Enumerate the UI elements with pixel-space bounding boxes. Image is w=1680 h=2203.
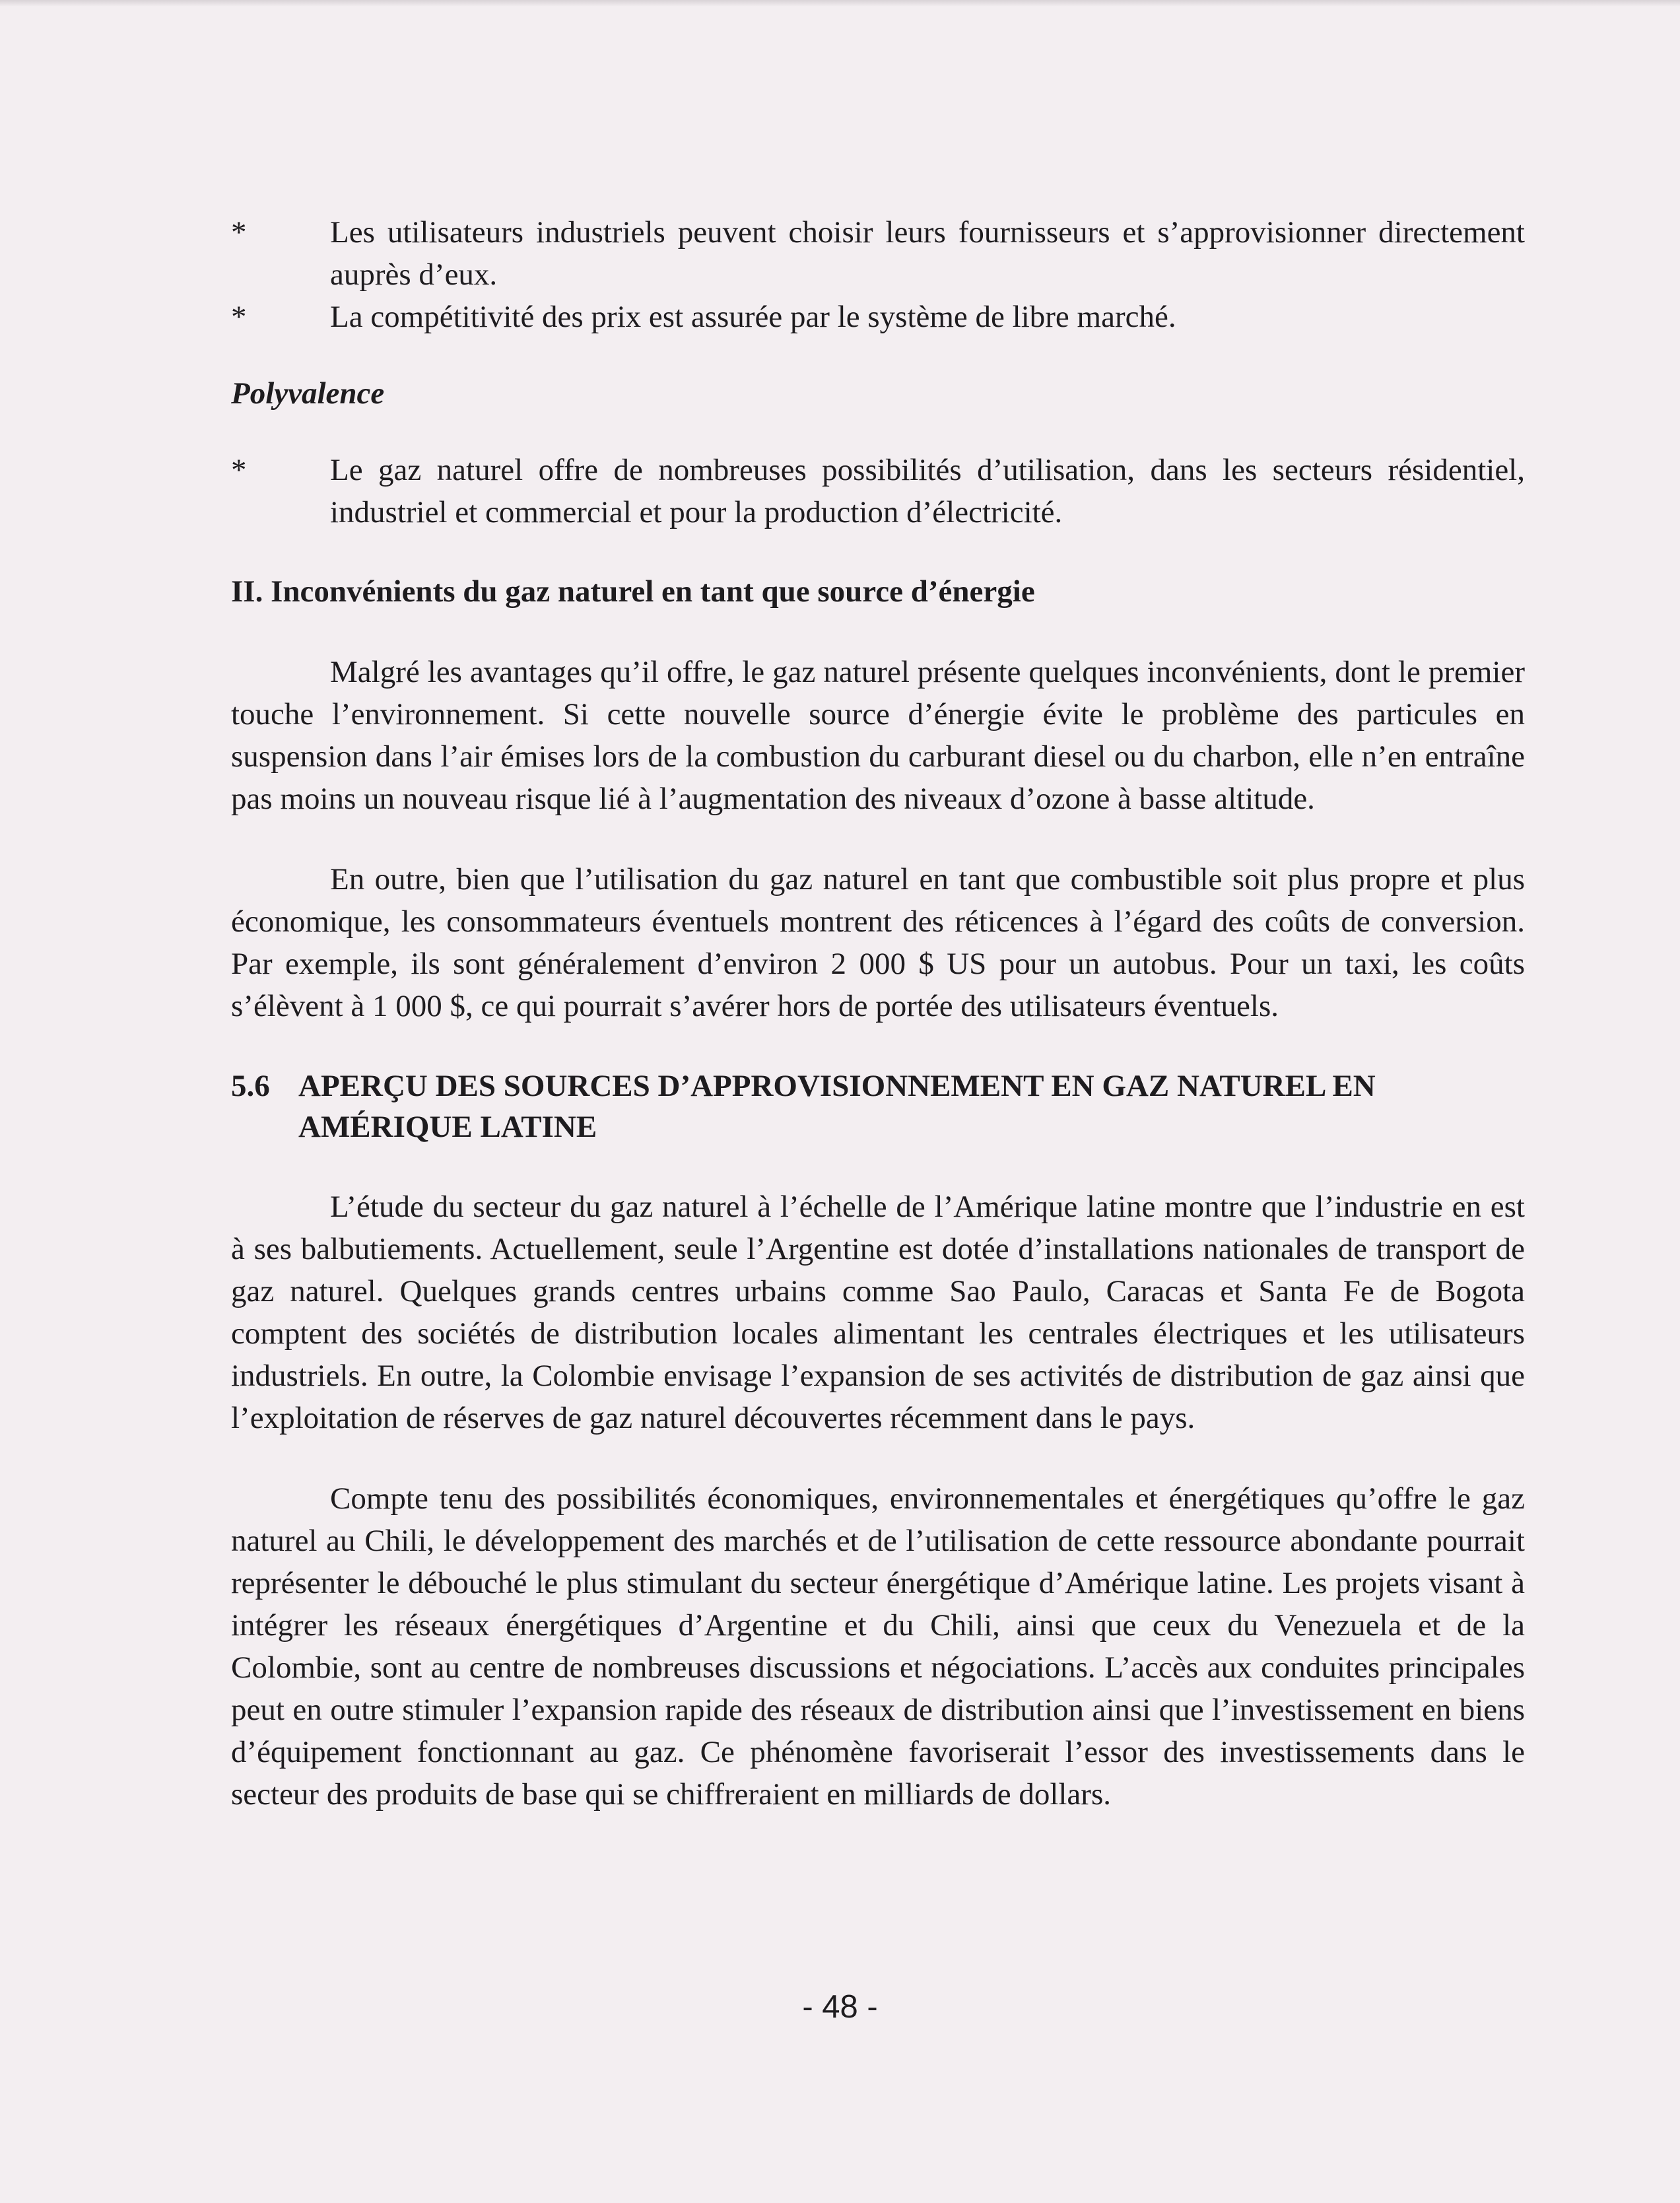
- bullet-item: [231, 449, 1525, 533]
- subheading-polyvalence: Polyvalence: [231, 376, 385, 411]
- bullet-text: Les utilisateurs industriels peuvent choisir leurs fournisseurs et s’approvisionner directement auprès d’eux.: [330, 215, 1525, 292]
- bullet-item: [231, 211, 1525, 296]
- bullet-text: La compétitivité des prix est assurée par le système de libre marché.: [330, 300, 1176, 334]
- bullet-symbol: *: [231, 453, 247, 487]
- page-number: - 48 -: [802, 1989, 878, 2025]
- section-title: APERÇU DES SOURCES D’APPROVISIONNEMENT EN GAZ NATUREL EN AMÉRIQUE LATINE: [298, 1069, 1376, 1144]
- bullet-item: [231, 296, 1525, 338]
- page-edge: [0, 0, 1680, 7]
- document-body: [231, 211, 1525, 1854]
- section-5-6-heading: [231, 1066, 1525, 1147]
- bullet-symbol: *: [231, 215, 247, 250]
- paragraph: L’étude du secteur du gaz naturel à l’échelle de l’Amérique latine montre que l’industrie en est à ses balbutiements. Actuellement, seule l’Argentine est dotée d’installations nationales de transport de gaz naturel. Quelques grands centres urbains comme Sao Paulo, Caracas et Santa Fe de Bogota comptent des sociétés de distribution locales alimentant les centrales électriques et les utilisateurs industriels. En outre, la Colombie envisage l’expansion de ses activités de distribution de gaz ainsi que l’exploitation de réserves de gaz naturel découvertes récemment dans le pays.: [231, 1190, 1525, 1435]
- paragraph: Malgré les avantages qu’il offre, le gaz naturel présente quelques inconvénients, dont le premier touche l’environnement. Si cette nouvelle source d’énergie évite le problème des particules en suspension dans l’air émises lors de la combustion du carburant diesel ou du charbon, elle n’en entraîne pas moins un nouveau risque lié à l’augmentation des niveaux d’ozone à basse altitude.: [231, 655, 1525, 816]
- paragraph: Compte tenu des possibilités économiques, environnementales et énergétiques qu’offre le gaz naturel au Chili, le développement des marchés et de l’utilisation de cette ressource abondante pourrait représenter le débouché le plus stimulant du secteur énergétique d’Amérique latine. Les projets visant à intégrer les réseaux énergétiques d’Argentine et du Chili, ainsi que ceux du Venezuela et de la Colombie, sont au centre de nombreuses discussions et négociations. L’accès aux conduites principales peut en outre stimuler l’expansion rapide des réseaux de distribution ainsi que l’investissement en biens d’équipement fonctionnant au gaz. Ce phénomène favoriserait l’essor des investissements dans le secteur des produits de base qui se chiffreraient en milliards de dollars.: [231, 1481, 1525, 1812]
- bullet-symbol: *: [231, 300, 247, 334]
- paragraph: En outre, bien que l’utilisation du gaz naturel en tant que combustible soit plus propre et plus économique, les consommateurs éventuels montrent des réticences à l’égard des coûts de conversion. Par exemple, ils sont généralement d’environ 2 000 $ US pour un autobus. Pour un taxi, les coûts s’élèvent à 1 000 $, ce qui pourrait s’avérer hors de portée des utilisateurs éventuels.: [231, 862, 1525, 1023]
- bullet-text: Le gaz naturel offre de nombreuses possibilités d’utilisation, dans les secteurs résidentiel, industriel et commercial et pour la production d’électricité.: [330, 453, 1525, 529]
- section-number: 5.6: [231, 1069, 270, 1103]
- section-ii-heading: II. Inconvénients du gaz naturel en tant que source d’énergie: [231, 574, 1035, 609]
